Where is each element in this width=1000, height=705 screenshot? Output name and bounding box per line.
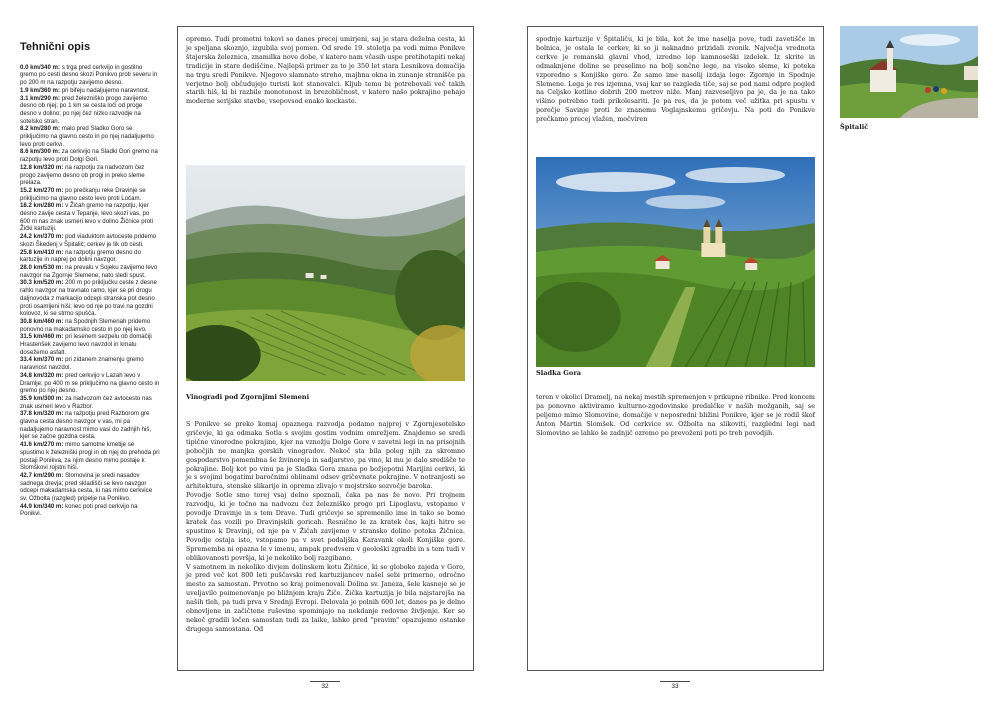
route-entry-distance: 41.6 km/270 m:: [20, 441, 64, 449]
route-entry: [20, 441, 160, 472]
route-entry-text: na razpotju za nadvozom čez progo zavijemo desno ob progi in preko sleme prelaza.: [20, 163, 145, 187]
route-entry-text: pred cerkvijo v Lazah levo v Dramlje; po 400 m se priključimo na glavno cesto in gremo po njej desno.: [20, 371, 160, 395]
route-entry-distance: 15.2 km/270 m:: [20, 186, 64, 194]
route-entry-text: na prevalu v Sojeku zavijemo levo navzgor na Zgornje Slemene, nato sledi spust.: [20, 263, 158, 279]
route-entry: [20, 64, 160, 87]
vineyard-photo: [186, 165, 465, 381]
route-entry: [20, 372, 160, 395]
route-entries-list: [20, 64, 160, 518]
route-entry-text: malo pred Sladko Goro se priključimo na glavno cesto in po njej nadaljujemo levo proti cerkvi.: [20, 125, 154, 148]
left-page: [177, 26, 474, 671]
route-entry-text: za nadvozom čez avtocesto nas znak usmeri levo v Razbor.: [20, 394, 152, 410]
route-entry: [20, 249, 160, 264]
route-entry: [20, 333, 160, 356]
route-entry-distance: 24.2 km/370 m:: [20, 233, 64, 241]
vineyard-photo-caption: Vinogradi pod Zgornjimi Slemeni: [186, 393, 310, 401]
right-page-body: [536, 393, 815, 438]
route-entry-text: 200 m po priključku ceste z desne rahlo navzgor na travnato ramo, kjer se pri drogu daljnovoda z markacijo odcepi stranska pot desno proti osamljeni hiši; levo od nje po travi na gozdni kolovoz, ki se strmo spušča.: [20, 279, 157, 318]
route-entry-distance: 8.6 km/300 m:: [20, 148, 60, 156]
route-entry-text: konec poti pred cerkvijo na Ponikvi.: [20, 502, 138, 518]
route-entry-text: s trga pred cerkvijo in gostilno gremo po cesti desno skozi Ponikvo proti severu in po 200 m na razpotju zavijemo desno.: [20, 63, 158, 87]
route-entry: [20, 503, 160, 518]
technical-description-title: Tehnični opis: [20, 41, 91, 53]
route-entry-text: po prečkanju reke Dravinje se priključimo na glavno cesto levo proti Ločam.: [20, 186, 146, 202]
route-entry-distance: 33.4 km/370 m:: [20, 356, 64, 364]
spitalic-photo-caption: Špitalič: [840, 123, 869, 131]
left-page-intro-paragraph: opremo. Tudi prometni tokovi so danes precej umirjeni, saj je stara deželna cesta, ki je speljana skoznjo, izgubila svoj pomen. Od srede 19. stoletja pa vodi mimo Ponikve štajerska železnica, znamilka nove dobe, v katero nam včasih uspe pretihotapiti nekaj tradicije in stare dediščine. Najlepši primer za to je 350 let stara Lesnikova domačija na trgu sredi Ponikve. Njegovo slamnato streho, majhna okna in zunanje stranišče pa verjetno bolj občudujejo turisti kot stanovalci. Kljub temu bi potrebovali več takih starih hiš, ki bi razbile monotonost in brezobličnost, v katero našo pokrajino pehajo moderne serijske stavbe, vsepovsod enako kockaste.: [186, 35, 465, 106]
route-entry: [20, 356, 160, 371]
route-entry-text: za cerkvijo na Sladki Gori gremo na razpotju levo proti Dolgi Gori.: [20, 148, 158, 164]
left-page-body: [186, 420, 465, 634]
page-number-rule: [660, 681, 690, 682]
route-entry-distance: 3.1 km/290 m:: [20, 94, 60, 102]
route-entry-text: pod viaduktom avtoceste pridemo skozi Škedenj v Špitalič; cerkev je tik ob cesti.: [20, 233, 157, 248]
route-entry-distance: 18.2 km/280 m:: [20, 202, 64, 210]
page-number-right: 33: [671, 683, 679, 690]
right-page-top-text: [536, 35, 815, 124]
route-entry-distance: 30.3 km/520 m:: [20, 279, 64, 287]
route-entry-distance: 35.9 km/300 m:: [20, 394, 64, 402]
route-entry-distance: 42.7 km/290 m:: [20, 471, 64, 479]
route-entry-text: na razpotju pred Razborom gre glavna cesta desno navzgor v vas, mi pa nadaljujemo naravnost mimo vasi do zadnjih hiš, kjer se začne gozdna cesta.: [20, 410, 152, 441]
route-entry: [20, 148, 160, 163]
route-entry: [20, 279, 160, 318]
right-page: [527, 26, 824, 671]
route-entry: [20, 187, 160, 202]
left-page-top-text: [186, 35, 465, 106]
left-body-paragraph: S Ponikve se preko komaj opaznega razvodja podamo najprej v Zgornjesotelsko gričevje, ki ga odmaka Sotla s svojim gostim vodnim omrežjem. Znajdemo se sredi tipične vinorodne pokrajine, kjer na vznožju Dolge Gore v zavetni legi in na prisojnih pobočjih ne manjka gorskih vinogradov. Nekoč sta bila poleg njih za skromno gospodarstvo pomembna še živinoreja in sadjarstvo, pa vino, ki mu je dalo središče te pokrajine. Bolj kot po vinu pa je Sladka Gora znana po božjepotni Marijini cerkvi, ki je s svojimi bogatimi baročnimi oblinami odsev gričevnate pokrajine. V notranjosti se arhitektura, stenske slikarije in oprema zlivajo v mojstrsko sozvočje baroka.: [186, 420, 465, 491]
route-entry-text: na razpotju gremo desno do kartuzije in naprej po dolini navzgor.: [20, 248, 141, 264]
page-number-left: 32: [321, 683, 329, 690]
route-entry-distance: 30.8 km/460 m:: [20, 317, 64, 325]
route-entry: [20, 202, 160, 233]
route-entry-distance: 0.0 km/340 m:: [20, 63, 60, 71]
route-entry-distance: 12.8 km/320 m:: [20, 163, 64, 171]
route-entry-distance: 37.8 km/320 m:: [20, 410, 64, 418]
technical-description: [20, 41, 160, 518]
route-entry-text: pri zidanem znamenju gremo naravnost navzdol.: [20, 356, 144, 372]
sladka-gora-photo: [536, 157, 815, 367]
spitalic-photo: [840, 26, 978, 118]
right-page-intro-paragraph: spodnje kartuzije v Špitaliču, ki je bila, kot že ime naselja pove, tudi zavetišče in bolnica, je ostala le cerkev, ki so ji naknadno prizidali zvonik. Največja vrednota cerkve je romanski glavni vhod, izredno lep kamnoseški izdelek. Iz skrite in odmaknjene doline se preselimo na bolj sončne lege, na visoko sleme, ki poteka vzporedno s Konjiško goro. Že samo ime naselij izdaja lego: Zgornje in Spodnje Slemene. Lega je res izjemna, vsaj kar se razgleda tiče, saj se pod nami odpre pogled na Celjsko kotlino dobrih 200 metrov niže. Manj razveseljivo pa je, da je na tako višino potrebno tudi prikolesariti. Je pa res, da je potem več užitka pri spustu v porečje Savinje proti že znanemu Voglajnskemu gričevju. Na poti do Ponikve prečkamo precej vlažen, močviren: [536, 35, 815, 124]
route-entry: [20, 264, 160, 279]
route-entry-text: pri lesenem sezpelu ob domačiji Hrastenšek zavijemo levo navzdol in kmalu dosežemo asfalt.: [20, 333, 152, 356]
route-entry-distance: 44.9 km/340 m:: [20, 502, 64, 510]
route-entry-distance: 1.9 km/360 m:: [20, 86, 60, 94]
route-entry: [20, 164, 160, 187]
route-entry-distance: 28.0 km/530 m:: [20, 263, 64, 271]
route-entry: [20, 87, 160, 95]
route-entry-distance: 34.8 km/320 m:: [20, 371, 64, 379]
route-entry: [20, 95, 160, 126]
route-entry-text: pri bifeju nadaljujemo naravnost.: [61, 86, 150, 94]
page-number-rule: [310, 681, 340, 682]
route-entry-text: mimo samotne kmetije se spustimo k železniški progi in ob njej do prehoda pri postaji Ponikva, za njim desno mimo postaje k Slomškovi rojstni hiši.: [20, 441, 160, 472]
route-entry-text: v Žičah gremo na razpotju, kjer desno zavije cesta v Tepanje, levo skozi vas, po 600 m nas znak usmeri levo v dolino Žičnice proti Žički kartuziji.: [20, 202, 154, 233]
route-entry: [20, 472, 160, 503]
route-entry-distance: 8.2 km/280 m:: [20, 125, 60, 133]
route-entry: [20, 318, 160, 333]
route-entry: [20, 125, 160, 148]
sladka-gora-photo-caption: Sladka Gora: [536, 369, 582, 377]
route-entry-distance: 25.8 km/410 m:: [20, 248, 64, 256]
left-body-paragraph: Povodje Sotle smo torej vsaj delno spoznali, čaka pa nas že novo. Pri trojnem razvodju, ki je točno na nadvozu čez železniško progo pri Lipoglavu, vstopamo v povodje Dravinje in s tem Drave. Tudi gričevje se spremenilo ime in tako se bomo kratek čas vozili po Dravinjskih goricah. Resnično le za kratek čas, kajti hitro se spustimo k Dravinji, od nje pa v Žičah zavijemo v stransko dolino potoka Žičnica. Povodje ostaja isto, vstopamo pa v svet podaljška Karavank okoli Konjiške gore. Sprememba ni opazna le v imenu, ampak predvsem v geološki zgradbi in s tem tudi v oblikovanosti površja, ki je nekoliko bolj razgibano.: [186, 491, 465, 562]
route-entry: [20, 395, 160, 410]
left-body-paragraph: V samotnem in nekoliko divjem dolinskem kotu Žičnice, ki se globoko zajeda v Goro, je pred več kot 800 leti puščavski red kartuzijancev našel sebi primerno, odročno mesto za samostan. Prvotno so kraj poimenovali Dolina sv. Janeza, šele kasneje se je uveljavilo poimenovanje po bližnjem kraju Žiče. Žička kartuzija je bila najstarejša na naših tleh, pa tudi prva v Srednji Evropi. Delovala je polnih 600 let, danes pa je delno obnovljene in začičtene ruševine spominjajo na nekdanje redovno življenje. Ker so nekoč gradili ločen samostan tudi za laike, lahko pred "pravim" opazujemo ostanke drugega samostana. Od: [186, 562, 465, 633]
route-entry-distance: 31.5 km/460 m:: [20, 333, 64, 341]
route-entry-text: pred železniško progo zavijemo desno ob njej; po 1 km se cesta loči od proge desno v dolino; po njej čez nizko razvodje na sotelsko stran.: [20, 94, 148, 125]
route-entry-text: na Spodnjih Slemenah pridemo ponovno na makadamsko cesto in po njej levo.: [20, 317, 151, 333]
route-entry-text: Slomovina je sredi nasadov sadnega drevja; pred skladišči se levo navzgor odcepi makadamska cesta, ki nas mimo cerkvice sv. Ožbolta (razgled) pripelje na Ponikvo.: [20, 471, 153, 503]
route-entry: [20, 410, 160, 441]
route-entry: [20, 233, 160, 248]
right-body-paragraph: teren v okolici Dramelj, na nekaj mestih spremenjen v prikupne ribnike. Pred koncem pa ponovno aktiviramo kulturno-zgodovinske predalčke v naših možganih, saj se peljemo mimo Slomovine, domačije v neposredni bližini Ponikve, kjer se je rodil škof Anton Martin Slomšek. Od cerkvice sv. Ožbolta na slikoviti, razgledni legi nad Slomovino se lahko še zadnjič ozremo po prevoženi poti po treh povodjih.: [536, 393, 815, 437]
